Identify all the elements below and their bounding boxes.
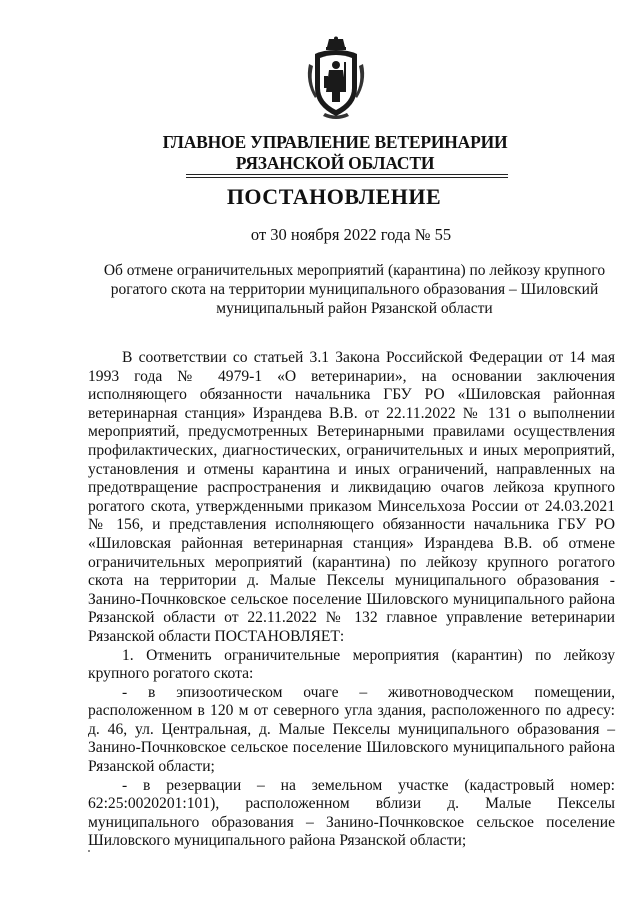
body-paragraph-dash-1: - в эпизоотическом очаге – животноводческом помещении, расположенном в 120 м от северного угла здания, расположенного по адресу: д. 46, ул. Центральная, д. Малые Пекселы муниципального образования – Занино-Почнковское сельское поселение Шиловского муниципального района Рязанской области; bbox=[88, 683, 615, 776]
body-paragraph-preamble: В соответствии со статьей 3.1 Закона Российской Федерации от 14 мая 1993 года № 4979-1 «О ветеринарии», на основании заключения исполняющего обязанности начальника ГБУ РО «Шиловская районная ветеринарная станция» Израндева В.В. от 22.11.2022 № 131 о выполнении мероприятий, предусмотренных Ветеринарными правилами осуществления профилактических, диагностических, ограничительных и иных мероприятий, установления и отмены карантина и иных ограничений, направленных на предотвращение распространения и ликвидацию очагов лейкоза крупного рогатого скота, утвержденными приказом Минсельхоза России от 24.03.2021 № 156, и представления исполняющего обязанности начальника ГБУ РО «Шиловская районная ветеринарная станция» Израндева В.В. об отмене ограничительных мероприятий (карантина) по лейкозу крупного рогатого скота на территории д. Малые Пекселы муниципального образования - Занино-Почнковское сельское поселение Шиловского муниципального района Рязанской области от 22.11.2022 № 132 главное управление ветеринарии Рязанской области ПОСТАНОВЛЯЕТ: bbox=[88, 349, 615, 645]
document-subject: Об отмене ограничительных мероприятий (карантина) по лейкозу крупного рогатого скота на территории муниципального образования – Шиловский муниципальный район Рязанской области bbox=[103, 262, 606, 317]
org-name-line1: ГЛАВНОЕ УПРАВЛЕНИЕ ВЕТЕРИНАРИИ bbox=[162, 132, 508, 152]
org-name-line2: РЯЗАНСКОЙ ОБЛАСТИ bbox=[235, 153, 435, 173]
body-paragraph-item-1: 1. Отменить ограничительные мероприятия (карантин) по лейкозу крупного рогатого скота: bbox=[88, 646, 615, 683]
ryazan-coat-of-arms-icon bbox=[293, 36, 379, 122]
body-paragraph-dash-2: - в резервации – на земельном участке (кадастровый номер: 62:25:0020201:101), расположенном вблизи д. Малые Пекселы муниципального образования – Занино-Почнковское сельское поселение Шиловского муниципального района Рязанской области; bbox=[88, 776, 615, 850]
document-type-title: ПОСТАНОВЛЕНИЕ bbox=[226, 184, 442, 209]
document-date-number: от 30 ноября 2022 года № 55 bbox=[250, 225, 452, 244]
header-divider-secondary bbox=[186, 177, 508, 178]
document-body bbox=[88, 349, 615, 851]
scan-speck bbox=[88, 850, 90, 852]
header-divider bbox=[186, 174, 508, 175]
